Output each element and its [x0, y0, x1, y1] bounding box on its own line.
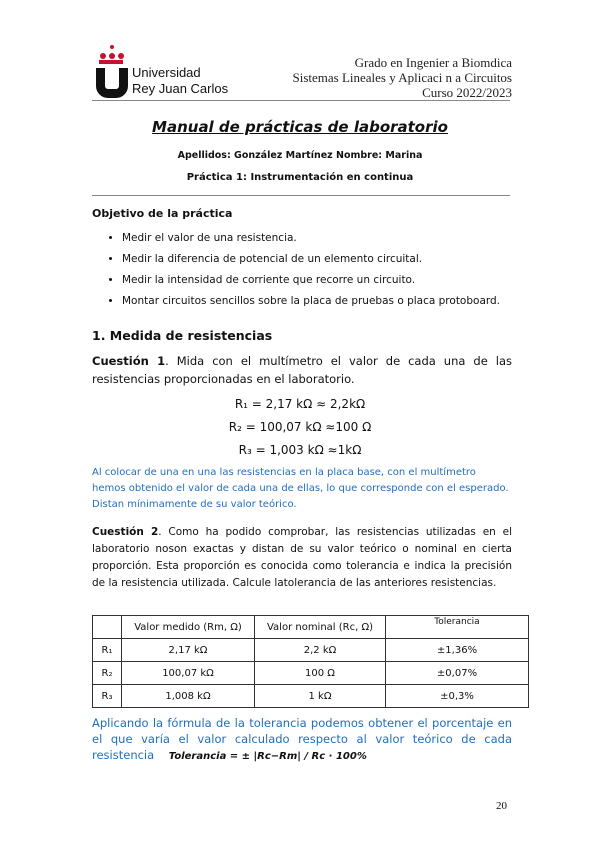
table-row: R₃ 1,008 kΩ 1 kΩ ±0,3%: [93, 685, 529, 708]
answer-1: Al colocar de una en una las resistencias en la placa base, con el multímetro hemos obtenido el valor de cada una de ellas, lo que corresponde con el esperado. Distan mínimamente de su valor teórico.: [92, 467, 509, 510]
equation-r1: R₁ = 2,17 kΩ ≈ 2,2kΩ: [234, 397, 366, 411]
equation-r3: R₃ = 1,003 kΩ ≈1kΩ: [238, 443, 362, 457]
header-rule: [92, 100, 510, 101]
tolerance-table: [92, 615, 529, 708]
objective-heading: Objetivo de la práctica: [92, 207, 233, 220]
course-header: Grado en Ingenier a Biomdica Sistemas Lineales y Aplicaci n a Circuitos Curso 2022/2023: [292, 55, 512, 100]
table-header-row: Valor medido (Rm, Ω) Valor nominal (Rc, Ω) Tolerancia: [93, 616, 529, 639]
page-number: 20: [496, 800, 507, 812]
tolerance-formula: Tolerancia = ± |Rc−Rm| / Rc · 100%: [168, 751, 367, 762]
title-rule: [92, 195, 510, 196]
table-row: R₂ 100,07 kΩ 100 Ω ±0,07%: [93, 662, 529, 685]
practice-title: Práctica 1: Instrumentación en continua: [186, 172, 414, 183]
question-1: Cuestión 1. Mida con el multímetro el valor de cada una de las resistencias proporcionadas en el laboratorio.: [92, 354, 512, 386]
question-2: Cuestión 2. Como ha podido comprobar, las resistencias utilizadas en el laboratorio noson exactas y distan de su valor teórico o nominal en cierta proporción. Esta proporción es conocida como tolerancia e indica la precisión de la resistencia utilizada. Calcule latolerancia de las anteriores resistencias.: [92, 526, 512, 589]
page-title: Manual de prácticas de laboratorio: [152, 118, 448, 136]
section-heading: 1. Medida de resistencias: [92, 328, 273, 343]
student-info: Apellidos: González Martínez Nombre: Marina: [177, 150, 423, 161]
table-row: R₁ 2,17 kΩ 2,2 kΩ ±1,36%: [93, 639, 529, 662]
answer-2: Aplicando la fórmula de la tolerancia podemos obtener el porcentaje en el que varía el valor calculado respecto al valor teórico de cada resistencia Tolerancia = ± |Rc−Rm| / Rc · 100%: [92, 716, 512, 762]
equation-r2: R₂ = 100,07 kΩ ≈100 Ω: [228, 420, 372, 434]
objective-list: • Medir el valor de una resistencia. • Medir la diferencia de potencial de un elemento circuital. • Medir la intensidad de corriente que recorre un circuito. • Montar circuitos sencillos sobre la placa de pruebas o placa protoboard.: [104, 228, 524, 312]
university-name: Universidad Rey Juan Carlos: [132, 65, 229, 96]
